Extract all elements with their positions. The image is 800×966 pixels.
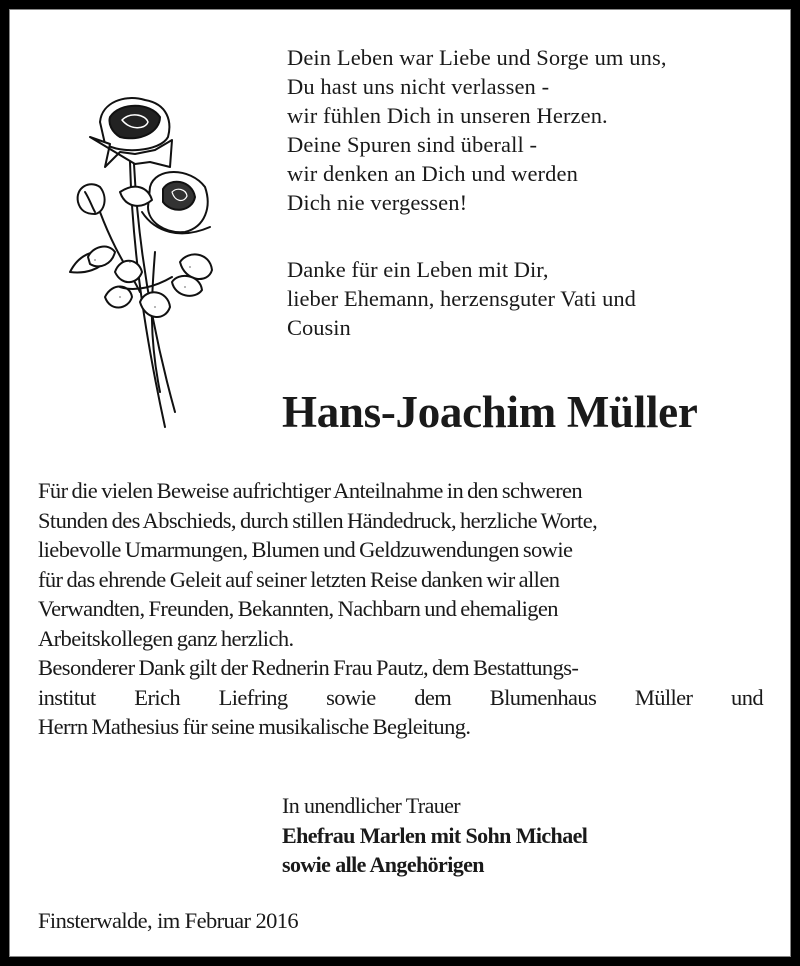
obituary-notice (9, 9, 791, 957)
signature-intro: In unendlicher Trauer (282, 793, 461, 818)
mourners-line: sowie alle Angehörigen (282, 852, 484, 877)
thanks-line: Stunden des Abschieds, durch stillen Händedruck, herzliche Worte, (38, 507, 598, 533)
poem-line: Du hast uns nicht verlassen - (287, 74, 550, 99)
poem-line: Dich nie vergessen! (287, 190, 468, 215)
thanks-line: für das ehrende Geleit auf seiner letzten Reise danken wir allen (38, 566, 560, 592)
thanks-line: Herrn Mathesius für seine musikalische Begleitung. (38, 714, 471, 739)
poem-line: wir fühlen Dich in unseren Herzen. (287, 103, 608, 128)
thanks-text (38, 476, 763, 742)
place-and-date: Finsterwalde, im Februar 2016 (38, 908, 299, 933)
thanks-line: institut Erich Liefring sowie dem Blumenhaus Müller und (38, 684, 763, 710)
thanks-line: Verwandten, Freunden, Bekannten, Nachbarn und ehemaligen (38, 596, 558, 621)
signature-block (282, 791, 587, 880)
memorial-poem (287, 43, 667, 217)
thanks-line: Arbeitskollegen ganz herzlich. (38, 625, 294, 651)
thanks-line: Besonderer Dank gilt der Rednerin Frau Pautz, dem Bestattungs- (38, 655, 579, 680)
rose-bouquet-icon (60, 92, 220, 432)
dedication-line: Cousin (287, 315, 351, 340)
thanks-line: liebevolle Umarmungen, Blumen und Geldzuwendungen sowie (38, 537, 573, 562)
dedication (287, 255, 636, 342)
deceased-name: Hans-Joachim Müller (282, 387, 698, 437)
poem-line: Deine Spuren sind überall - (287, 132, 538, 157)
thanks-line: Für die vielen Beweise aufrichtiger Anteilnahme in den schweren (38, 478, 583, 503)
mourners-line: Ehefrau Marlen mit Sohn Michael (282, 822, 588, 848)
dedication-line: lieber Ehemann, herzensguter Vati und (287, 286, 636, 311)
poem-line: Dein Leben war Liebe und Sorge um uns, (287, 45, 667, 70)
poem-line: wir denken an Dich und werden (287, 161, 578, 186)
dedication-line: Danke für ein Leben mit Dir, (287, 257, 549, 282)
